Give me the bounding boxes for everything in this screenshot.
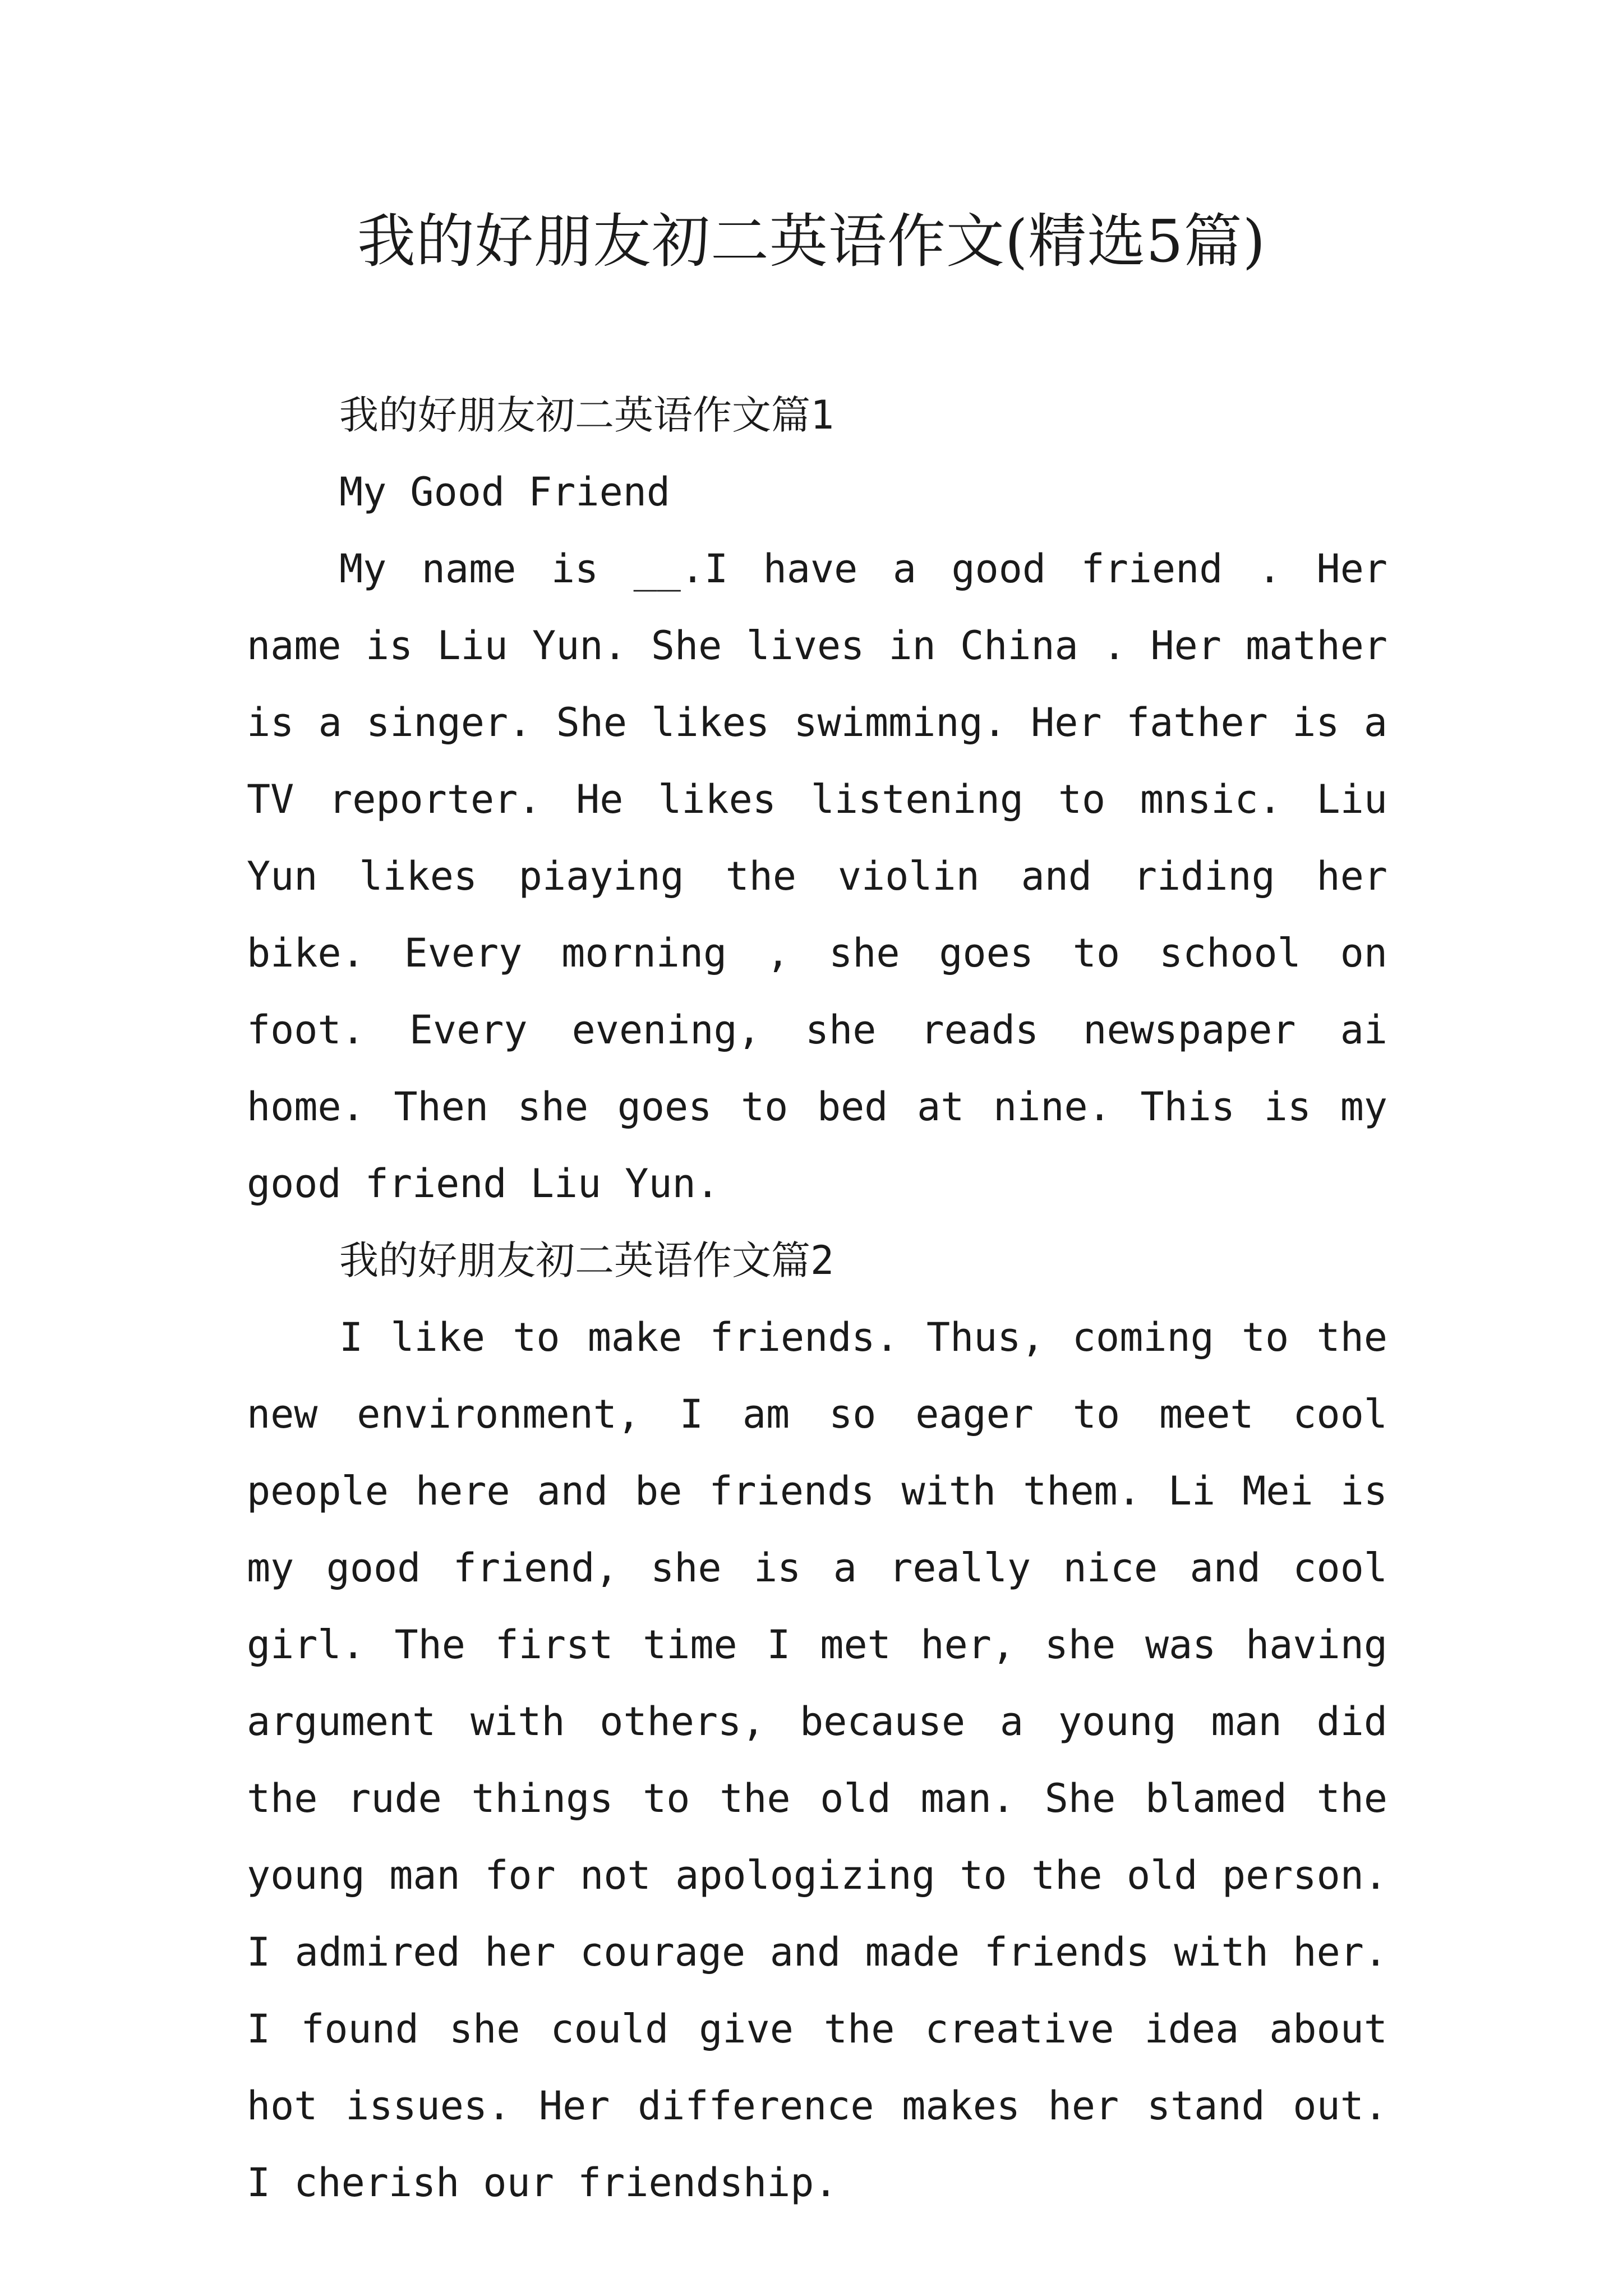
essay-subtitle: My Good Friend <box>339 469 671 515</box>
document-body <box>247 377 1387 2221</box>
essay-paragraph: I like to make friends. Thus, coming to the new environment, I am so eager to meet cool people here and be friends with them. Li Mei is my good friend, she is a really nice and cool girl. The first time I met her, she was having argument with others, because a young man did the rude things to the old man. She blamed the young man for not apologizing to the old person. I admired her courage and made friends with her. I found she could give the creative idea about hot issues. Her difference makes her stand out. I cherish our friendship. <box>247 1314 1387 2206</box>
essay-1 <box>247 377 1387 1222</box>
essay-heading: 我的好朋友初二英语作文篇2 <box>339 1237 834 1283</box>
essay-heading: 我的好朋友初二英语作文篇1 <box>339 392 834 438</box>
document-title: 我的好朋友初二英语作文(精选5篇) <box>357 207 1266 275</box>
essay-2 <box>247 1222 1387 2221</box>
essay-paragraph: My name is __.I have a good friend . Her name is Liu Yun. She lives in China . Her mather is a singer. She likes swimming. Her father is a TV reporter. He likes listening to mnsic. Liu Yun likes piaying the violin and riding her bike. Every morning , she goes to school on foot. Every evening, she reads newspaper ai home. Then she goes to bed at nine. This is my good friend Liu Yun. <box>247 546 1387 1207</box>
